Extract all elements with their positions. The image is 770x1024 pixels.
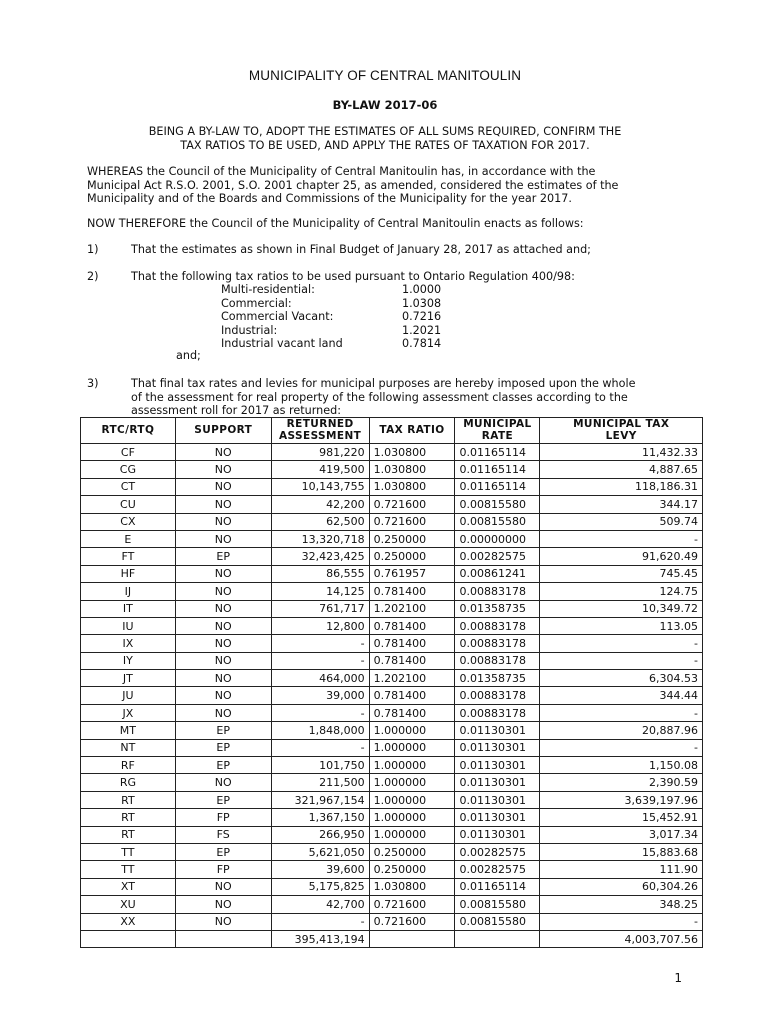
cell-support: NO (175, 478, 271, 495)
table-row (81, 774, 703, 791)
cell-support: NO (175, 461, 271, 478)
cell-support: EP (175, 739, 271, 756)
cell-municipal-rate: 0.01358735 (455, 600, 540, 617)
cell-levy: 4,887.65 (540, 461, 703, 478)
cell-levy: 344.17 (540, 496, 703, 513)
cell-support: NO (175, 652, 271, 669)
cell-levy: 1,150.08 (540, 757, 703, 774)
table-row (81, 513, 703, 530)
purpose-line: BEING A BY-LAW TO, ADOPT THE ESTIMATES OF ALL SUMS REQUIRED, CONFIRM THE (148, 125, 622, 138)
cell-support: NO (175, 774, 271, 791)
cell-municipal-rate: 0.01165114 (455, 461, 540, 478)
cell-municipal-rate: 0.00000000 (455, 530, 540, 547)
cell-municipal-rate: 0.01358735 (455, 670, 540, 687)
header-line: RATE (481, 429, 514, 442)
cell-assessment: 1,367,150 (271, 809, 369, 826)
cell-rtc: CU (81, 496, 176, 513)
cell-municipal-rate: 0.00815580 (455, 896, 540, 913)
cell-tax-ratio: 0.781400 (369, 617, 455, 634)
cell-levy: 20,887.96 (540, 722, 703, 739)
item-2-number: 2) (87, 270, 99, 283)
cell-levy: - (540, 652, 703, 669)
cell-municipal-rate: 0.00282575 (455, 548, 540, 565)
whereas-line: WHEREAS the Council of the Municipality of Central Manitoulin has, in accordance with the (87, 165, 596, 178)
ratio-label: Multi-residential: (221, 283, 315, 296)
cell-tax-ratio: 0.761957 (369, 565, 455, 582)
cell-support: NO (175, 600, 271, 617)
ratio-value: 0.7814 (402, 337, 442, 350)
cell-tax-ratio: 0.781400 (369, 652, 455, 669)
table-row (81, 444, 703, 461)
cell-support: EP (175, 548, 271, 565)
cell-rtc: MT (81, 722, 176, 739)
cell-levy: 11,432.33 (540, 444, 703, 461)
now-therefore-paragraph: NOW THEREFORE the Council of the Municipality of Central Manitoulin enacts as follows: (87, 217, 584, 230)
cell-support: EP (175, 791, 271, 808)
cell-support: FP (175, 809, 271, 826)
cell-tax-ratio: 1.030800 (369, 444, 455, 461)
ratio-label: Commercial: (221, 296, 292, 310)
cell-assessment: - (271, 652, 369, 669)
purpose-line: TAX RATIOS TO BE USED, AND APPLY THE RATES OF TAXATION FOR 2017. (180, 139, 590, 152)
totals-empty-cell (81, 930, 176, 947)
table-row (81, 478, 703, 495)
cell-municipal-rate: 0.00282575 (455, 861, 540, 878)
cell-support: EP (175, 757, 271, 774)
cell-rtc: IX (81, 635, 176, 652)
ratio-value: 1.2021 (402, 323, 442, 337)
ratio-row (221, 310, 521, 324)
table-header-row (81, 418, 703, 444)
cell-municipal-rate: 0.00883178 (455, 704, 540, 721)
item-3-line: assessment roll for 2017 as returned: (131, 404, 342, 417)
totals-empty-cell (369, 930, 455, 947)
cell-assessment: 39,600 (271, 861, 369, 878)
header-line: RETURNED (286, 418, 354, 430)
cell-support: FP (175, 861, 271, 878)
cell-levy: 15,883.68 (540, 843, 703, 860)
cell-support: NO (175, 583, 271, 600)
cell-tax-ratio: 1.202100 (369, 600, 455, 617)
table-row (81, 600, 703, 617)
cell-rtc: IJ (81, 583, 176, 600)
cell-rtc: TT (81, 843, 176, 860)
cell-assessment: 12,800 (271, 617, 369, 634)
cell-support: NO (175, 617, 271, 634)
cell-levy: 60,304.26 (540, 878, 703, 895)
cell-levy: 10,349.72 (540, 600, 703, 617)
cell-tax-ratio: 1.000000 (369, 739, 455, 756)
cell-levy: 745.45 (540, 565, 703, 582)
cell-assessment: 981,220 (271, 444, 369, 461)
cell-tax-ratio: 0.721600 (369, 913, 455, 930)
header-tax-ratio: TAX RATIO (369, 418, 455, 444)
cell-assessment: 32,423,425 (271, 548, 369, 565)
cell-tax-ratio: 0.250000 (369, 530, 455, 547)
cell-assessment: 5,621,050 (271, 843, 369, 860)
cell-support: NO (175, 896, 271, 913)
totals-empty-cell (455, 930, 540, 947)
header-line: ASSESSMENT (279, 429, 362, 442)
cell-support: NO (175, 635, 271, 652)
cell-assessment: 14,125 (271, 583, 369, 600)
cell-rtc: XT (81, 878, 176, 895)
cell-assessment: - (271, 635, 369, 652)
cell-municipal-rate: 0.01165114 (455, 444, 540, 461)
document-title: MUNICIPALITY OF CENTRAL MANITOULIN (248, 68, 522, 83)
cell-rtc: RF (81, 757, 176, 774)
table-row (81, 635, 703, 652)
table-row (81, 739, 703, 756)
cell-municipal-rate: 0.01130301 (455, 826, 540, 843)
cell-rtc: JT (81, 670, 176, 687)
cell-rtc: RT (81, 791, 176, 808)
cell-support: NO (175, 878, 271, 895)
cell-levy: - (540, 530, 703, 547)
cell-rtc: E (81, 530, 176, 547)
cell-rtc: IT (81, 600, 176, 617)
cell-municipal-rate: 0.01130301 (455, 809, 540, 826)
table-row (81, 670, 703, 687)
table-row (81, 704, 703, 721)
cell-municipal-rate: 0.00883178 (455, 687, 540, 704)
cell-rtc: XU (81, 896, 176, 913)
cell-rtc: RT (81, 809, 176, 826)
cell-tax-ratio: 0.250000 (369, 548, 455, 565)
ratio-value: 0.7216 (402, 310, 442, 323)
cell-support: NO (175, 704, 271, 721)
cell-support: NO (175, 687, 271, 704)
cell-support: NO (175, 913, 271, 930)
cell-levy: - (540, 739, 703, 756)
cell-tax-ratio: 0.721600 (369, 513, 455, 530)
cell-tax-ratio: 1.000000 (369, 722, 455, 739)
cell-rtc: FT (81, 548, 176, 565)
item-3-line: That final tax rates and levies for municipal purposes are hereby imposed upon the whole (131, 377, 636, 390)
cell-support: EP (175, 722, 271, 739)
totals-row (81, 930, 703, 947)
cell-assessment: 761,717 (271, 600, 369, 617)
cell-tax-ratio: 1.030800 (369, 461, 455, 478)
cell-municipal-rate: 0.01130301 (455, 739, 540, 756)
cell-municipal-rate: 0.01130301 (455, 757, 540, 774)
cell-levy: 15,452.91 (540, 809, 703, 826)
cell-rtc: CG (81, 461, 176, 478)
bylaw-purpose (110, 125, 660, 153)
table-row (81, 548, 703, 565)
cell-rtc: CT (81, 478, 176, 495)
cell-municipal-rate: 0.00861241 (455, 565, 540, 582)
cell-rtc: NT (81, 739, 176, 756)
table-row (81, 826, 703, 843)
cell-municipal-rate: 0.01165114 (455, 878, 540, 895)
table-row (81, 791, 703, 808)
cell-assessment: 39,000 (271, 687, 369, 704)
cell-support: EP (175, 843, 271, 860)
table-body (81, 444, 703, 931)
whereas-paragraph (87, 165, 687, 206)
item-3-line: of the assessment for real property of the following assessment classes according to the (131, 390, 628, 404)
cell-rtc: XX (81, 913, 176, 930)
cell-municipal-rate: 0.01165114 (455, 478, 540, 495)
cell-tax-ratio: 1.000000 (369, 809, 455, 826)
table-row (81, 617, 703, 634)
cell-assessment: 419,500 (271, 461, 369, 478)
cell-rtc: TT (81, 861, 176, 878)
ratio-value: 1.0308 (402, 296, 442, 310)
cell-municipal-rate: 0.01130301 (455, 774, 540, 791)
cell-rtc: IU (81, 617, 176, 634)
cell-levy: 3,639,197.96 (540, 791, 703, 808)
cell-municipal-rate: 0.00883178 (455, 652, 540, 669)
ratio-row (221, 297, 521, 311)
cell-levy: 6,304.53 (540, 670, 703, 687)
cell-municipal-rate: 0.00815580 (455, 513, 540, 530)
cell-rtc: JU (81, 687, 176, 704)
cell-levy: 344.44 (540, 687, 703, 704)
header-rtc: RTC/RTQ (81, 418, 176, 444)
cell-levy: 91,620.49 (540, 548, 703, 565)
cell-municipal-rate: 0.00815580 (455, 913, 540, 930)
cell-assessment: 321,967,154 (271, 791, 369, 808)
cell-levy: 2,390.59 (540, 774, 703, 791)
header-municipal-tax-levy (540, 418, 703, 444)
item-3-text (131, 377, 691, 418)
cell-assessment: - (271, 739, 369, 756)
ratio-label: Commercial Vacant: (221, 310, 334, 323)
cell-assessment: - (271, 913, 369, 930)
cell-support: FS (175, 826, 271, 843)
cell-rtc: CF (81, 444, 176, 461)
cell-assessment: 10,143,755 (271, 478, 369, 495)
cell-assessment: 464,000 (271, 670, 369, 687)
cell-rtc: HF (81, 565, 176, 582)
cell-support: NO (175, 530, 271, 547)
table-row (81, 809, 703, 826)
cell-tax-ratio: 1.030800 (369, 878, 455, 895)
whereas-line: Municipal Act R.S.O. 2001, S.O. 2001 chapter 25, as amended, considered the estimates of the (87, 178, 619, 192)
table-row (81, 861, 703, 878)
cell-levy: 118,186.31 (540, 478, 703, 495)
header-line: MUNICIPAL (463, 418, 532, 430)
cell-municipal-rate: 0.01130301 (455, 791, 540, 808)
page-number: 1 (674, 971, 682, 985)
cell-tax-ratio: 1.202100 (369, 670, 455, 687)
table-row (81, 496, 703, 513)
bylaw-number: BY-LAW 2017-06 (332, 98, 438, 112)
cell-levy: 113.05 (540, 617, 703, 634)
header-returned-assessment (271, 418, 369, 444)
cell-municipal-rate: 0.01130301 (455, 722, 540, 739)
cell-rtc: RT (81, 826, 176, 843)
cell-rtc: RG (81, 774, 176, 791)
cell-tax-ratio: 1.000000 (369, 791, 455, 808)
cell-municipal-rate: 0.00883178 (455, 635, 540, 652)
cell-assessment: 266,950 (271, 826, 369, 843)
item-2-text: That the following tax ratios to be used pursuant to Ontario Regulation 400/98: (131, 270, 575, 283)
cell-municipal-rate: 0.00883178 (455, 617, 540, 634)
cell-levy: - (540, 635, 703, 652)
cell-tax-ratio: 0.781400 (369, 635, 455, 652)
cell-levy: 3,017.34 (540, 826, 703, 843)
cell-assessment: 42,700 (271, 896, 369, 913)
cell-rtc: CX (81, 513, 176, 530)
cell-levy: 348.25 (540, 896, 703, 913)
cell-support: NO (175, 670, 271, 687)
table-row (81, 878, 703, 895)
cell-tax-ratio: 0.721600 (369, 496, 455, 513)
whereas-line: Municipality and of the Boards and Commissions of the Municipality for the year 2017. (87, 192, 572, 205)
cell-support: NO (175, 444, 271, 461)
table-row (81, 913, 703, 930)
cell-support: NO (175, 565, 271, 582)
cell-assessment: 13,320,718 (271, 530, 369, 547)
item-1-number: 1) (87, 243, 99, 256)
cell-tax-ratio: 1.000000 (369, 774, 455, 791)
table-row (81, 652, 703, 669)
cell-tax-ratio: 1.000000 (369, 757, 455, 774)
table-row (81, 687, 703, 704)
item-3-number: 3) (87, 377, 99, 390)
cell-support: NO (175, 513, 271, 530)
item-1-text: That the estimates as shown in Final Budget of January 28, 2017 as attached and; (131, 243, 591, 256)
header-line: LEVY (605, 429, 637, 442)
ratio-row (221, 337, 521, 351)
ratio-label: Industrial vacant land (221, 337, 343, 350)
table-row (81, 583, 703, 600)
ratio-value: 1.0000 (402, 283, 442, 296)
totals-empty-cell (175, 930, 271, 947)
cell-assessment: - (271, 704, 369, 721)
cell-tax-ratio: 1.030800 (369, 478, 455, 495)
table-row (81, 722, 703, 739)
cell-assessment: 86,555 (271, 565, 369, 582)
table-row (81, 757, 703, 774)
cell-levy: - (540, 913, 703, 930)
cell-tax-ratio: 0.781400 (369, 704, 455, 721)
table-row (81, 530, 703, 547)
cell-municipal-rate: 0.00815580 (455, 496, 540, 513)
cell-rtc: JX (81, 704, 176, 721)
header-line: MUNICIPAL TAX (573, 418, 670, 430)
table-row (81, 896, 703, 913)
cell-rtc: IY (81, 652, 176, 669)
cell-municipal-rate: 0.00883178 (455, 583, 540, 600)
header-municipal-rate (455, 418, 540, 444)
cell-municipal-rate: 0.00282575 (455, 843, 540, 860)
cell-assessment: 211,500 (271, 774, 369, 791)
cell-assessment: 42,200 (271, 496, 369, 513)
table-row (81, 461, 703, 478)
cell-assessment: 5,175,825 (271, 878, 369, 895)
header-support: SUPPORT (175, 418, 271, 444)
cell-levy: 124.75 (540, 583, 703, 600)
cell-levy: 509.74 (540, 513, 703, 530)
ratio-row (221, 324, 521, 338)
cell-assessment: 1,848,000 (271, 722, 369, 739)
cell-levy: - (540, 704, 703, 721)
table-row (81, 565, 703, 582)
cell-support: NO (175, 496, 271, 513)
cell-tax-ratio: 0.250000 (369, 861, 455, 878)
cell-tax-ratio: 0.250000 (369, 843, 455, 860)
cell-tax-ratio: 1.000000 (369, 826, 455, 843)
tax-levy-table (80, 417, 703, 948)
total-levy: 4,003,707.56 (540, 930, 703, 947)
cell-assessment: 62,500 (271, 513, 369, 530)
total-assessment: 395,413,194 (271, 930, 369, 947)
cell-tax-ratio: 0.781400 (369, 583, 455, 600)
ratio-row (221, 283, 521, 297)
table-row (81, 843, 703, 860)
cell-levy: 111.90 (540, 861, 703, 878)
and-text: and; (176, 349, 201, 362)
ratio-label: Industrial: (221, 323, 278, 337)
cell-tax-ratio: 0.781400 (369, 687, 455, 704)
cell-assessment: 101,750 (271, 757, 369, 774)
cell-tax-ratio: 0.721600 (369, 896, 455, 913)
